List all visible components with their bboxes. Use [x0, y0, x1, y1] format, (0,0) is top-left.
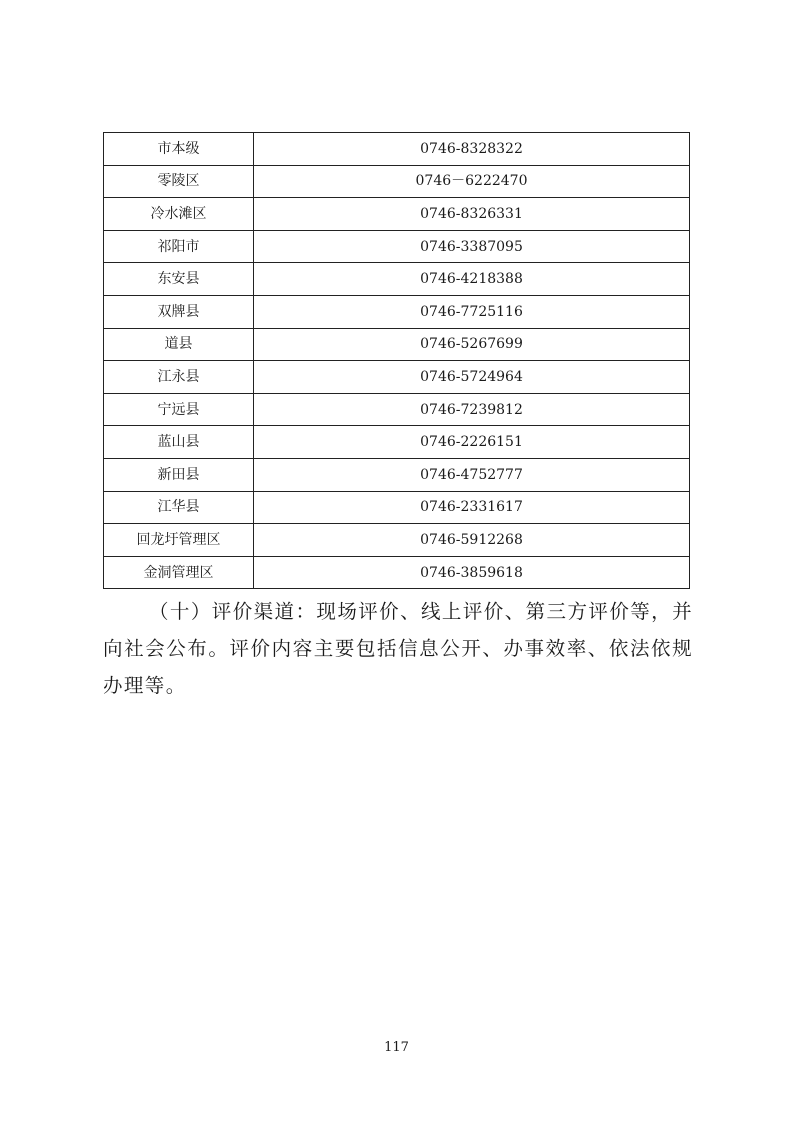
page-number: 117 — [384, 1040, 409, 1055]
table-row — [104, 133, 690, 166]
region-name-cell: 零陵区 — [104, 165, 254, 198]
phone-number-cell: 0746-2226151 — [254, 426, 690, 459]
table-row — [104, 165, 690, 198]
region-name-cell: 道县 — [104, 328, 254, 361]
table-row — [104, 458, 690, 491]
region-name-cell: 双牌县 — [104, 295, 254, 328]
region-name-cell: 市本级 — [104, 133, 254, 166]
phone-number-cell: 0746-4218388 — [254, 263, 690, 296]
evaluation-channel-paragraph: （十）评价渠道：现场评价、线上评价、第三方评价等，并向社会公布。评价内容主要包括信息公开、办事效率、依法依规办理等。 — [103, 600, 693, 697]
region-name-cell: 回龙圩管理区 — [104, 524, 254, 557]
region-name-cell: 新田县 — [104, 458, 254, 491]
phone-number-cell: 0746－6222470 — [254, 165, 690, 198]
table-row — [104, 263, 690, 296]
region-name-cell: 蓝山县 — [104, 426, 254, 459]
phone-number-cell: 0746-3859618 — [254, 556, 690, 589]
region-name-cell: 江永县 — [104, 361, 254, 394]
table-row — [104, 393, 690, 426]
region-name-cell: 东安县 — [104, 263, 254, 296]
phone-number-cell: 0746-4752777 — [254, 458, 690, 491]
phone-number-cell: 0746-5724964 — [254, 361, 690, 394]
table-row — [104, 524, 690, 557]
region-name-cell: 金洞管理区 — [104, 556, 254, 589]
phone-number-cell: 0746-3387095 — [254, 230, 690, 263]
table-row — [104, 198, 690, 231]
table-row — [104, 295, 690, 328]
region-name-cell: 祁阳市 — [104, 230, 254, 263]
contact-table — [103, 132, 690, 589]
phone-number-cell: 0746-8328322 — [254, 133, 690, 166]
table-row — [104, 361, 690, 394]
phone-number-cell: 0746-7239812 — [254, 393, 690, 426]
table-row — [104, 426, 690, 459]
table-row — [104, 328, 690, 361]
table-row — [104, 230, 690, 263]
phone-number-cell: 0746-5912268 — [254, 524, 690, 557]
phone-number-cell: 0746-5267699 — [254, 328, 690, 361]
table-row — [104, 556, 690, 589]
phone-number-cell: 0746-7725116 — [254, 295, 690, 328]
region-name-cell: 江华县 — [104, 491, 254, 524]
region-name-cell: 宁远县 — [104, 393, 254, 426]
phone-number-cell: 0746-8326331 — [254, 198, 690, 231]
region-name-cell: 冷水滩区 — [104, 198, 254, 231]
phone-number-cell: 0746-2331617 — [254, 491, 690, 524]
table-row — [104, 491, 690, 524]
contact-table-body — [104, 133, 690, 589]
